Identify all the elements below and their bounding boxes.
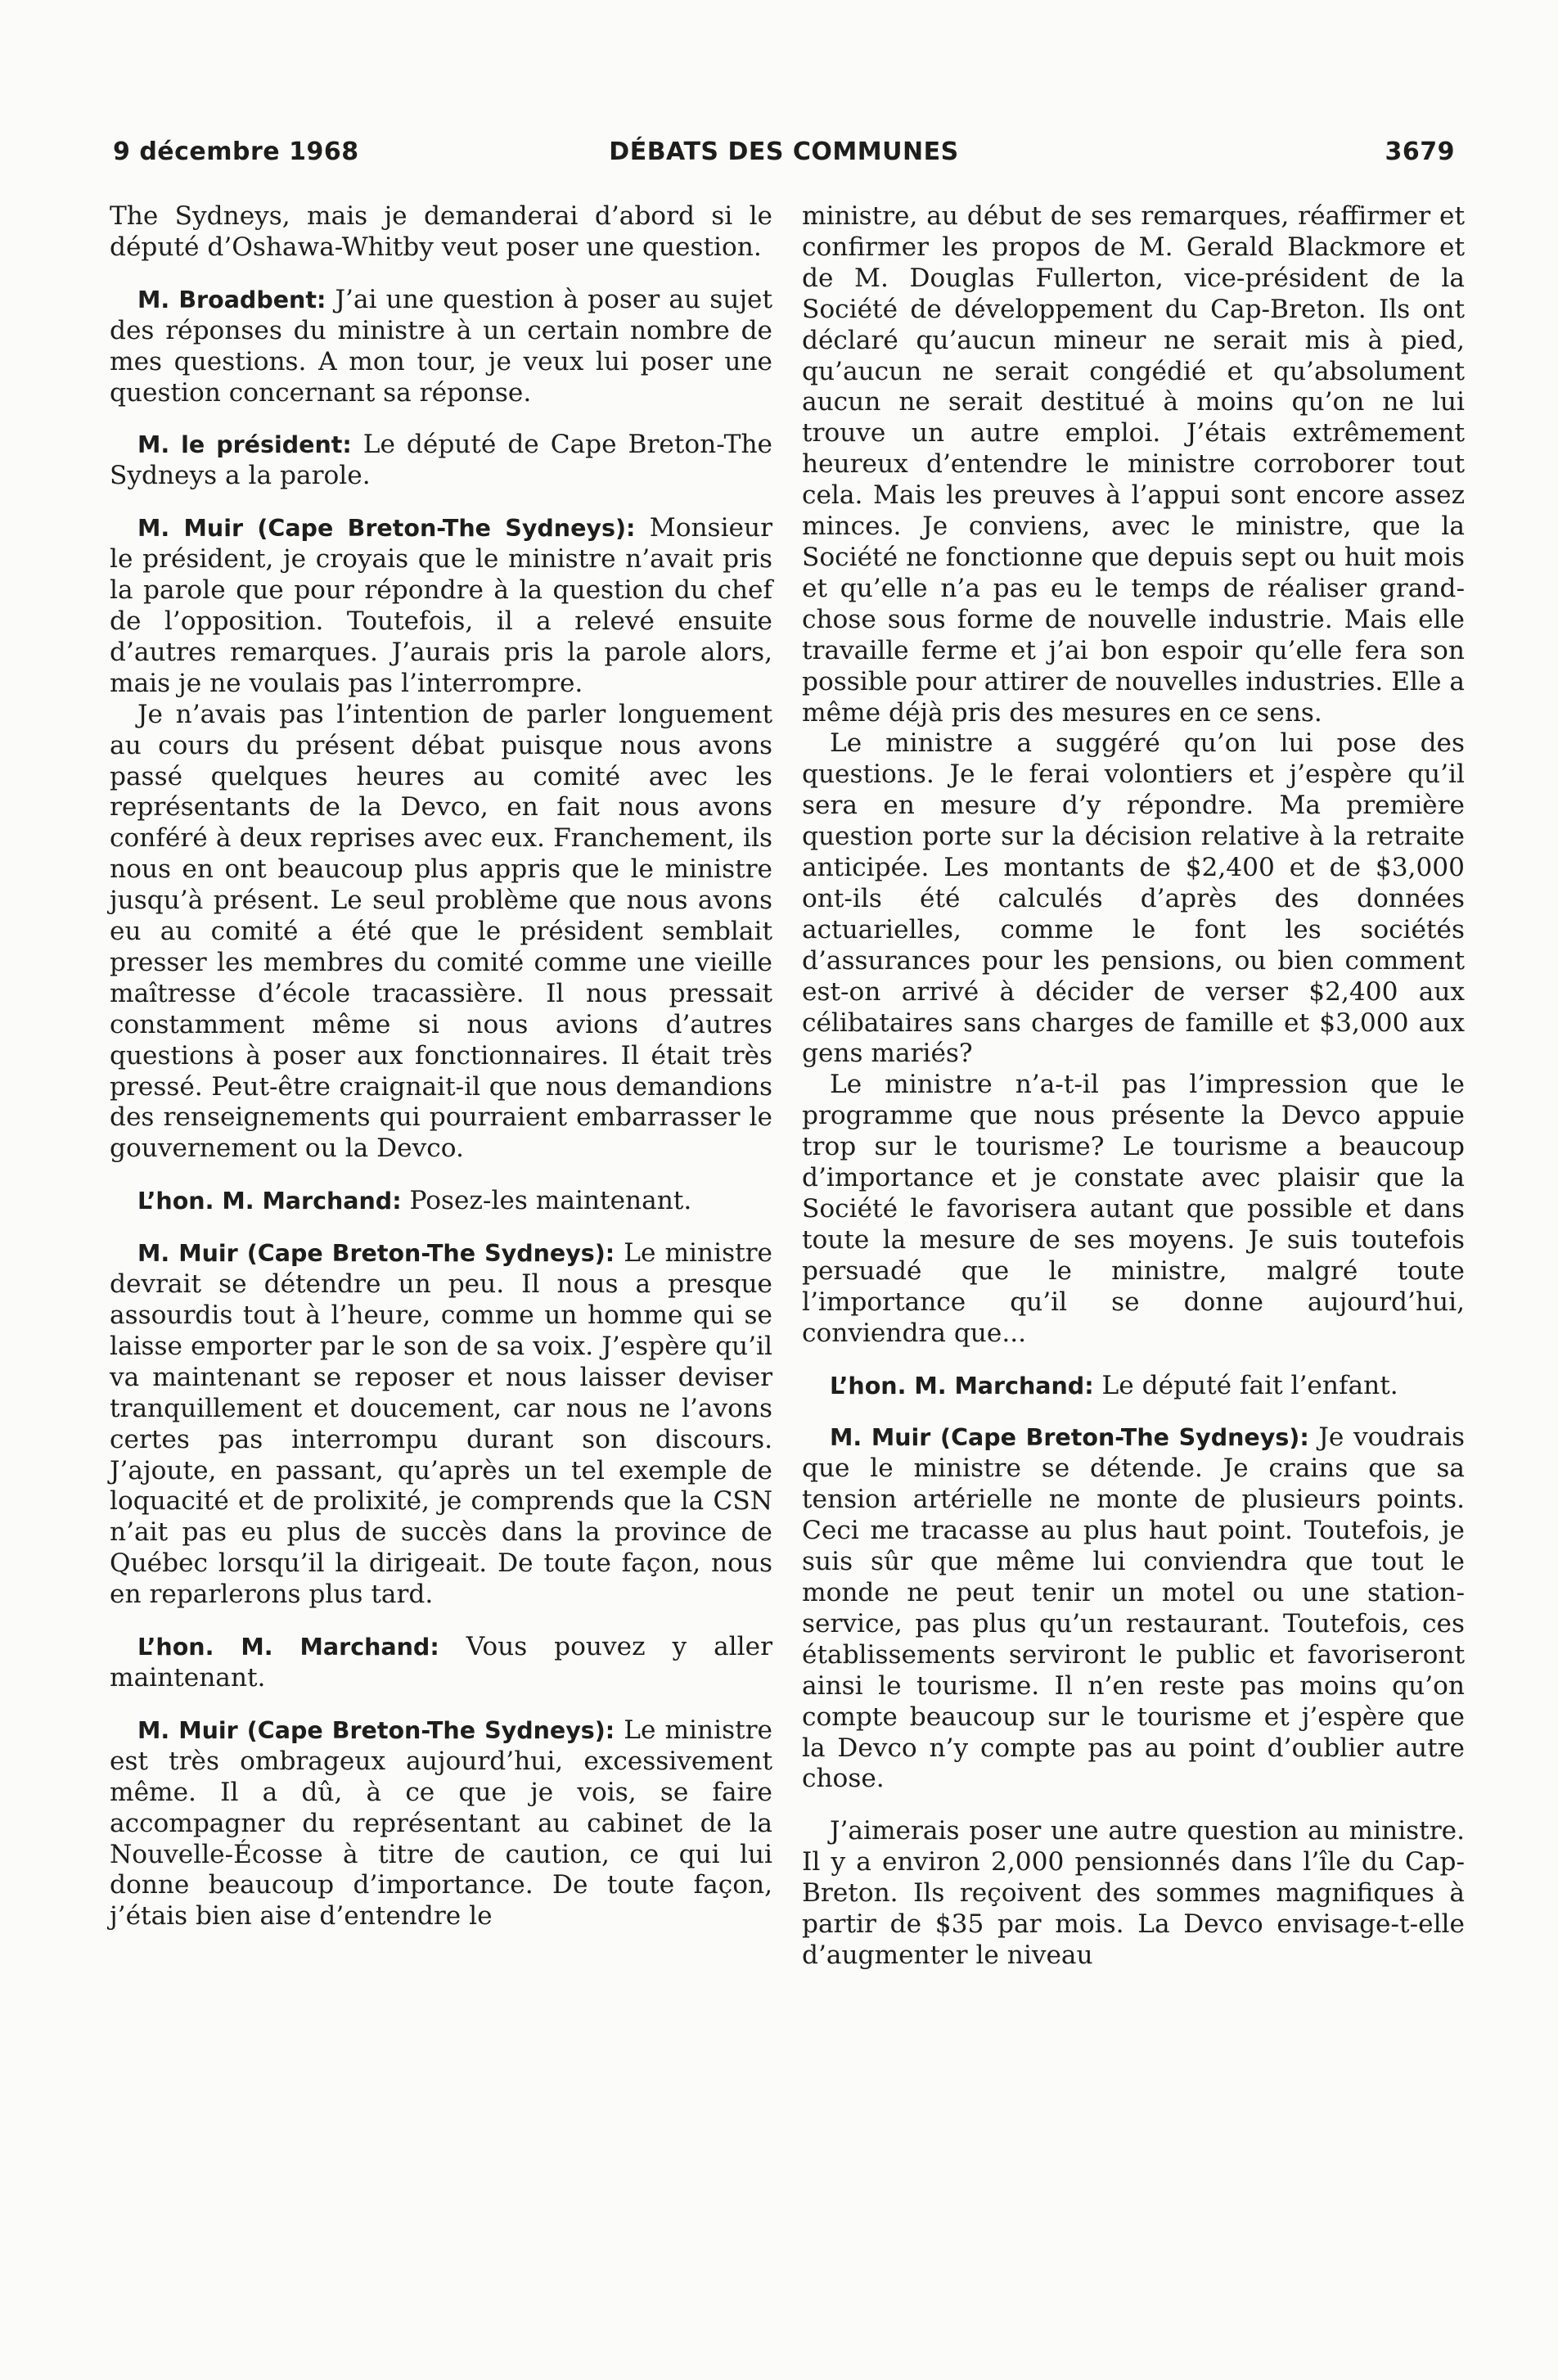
paragraph-text: The Sydneys, mais je demanderai d’abord si le député d’Oshawa-Whitby veut poser une question. xyxy=(110,201,772,262)
speaker-name: M. Broadbent: xyxy=(137,286,326,313)
paragraph xyxy=(802,1816,1465,1972)
speaker-name: M. Muir (Cape Breton-The Sydneys): xyxy=(830,1424,1309,1452)
header-date: 9 décembre 1968 xyxy=(113,137,359,166)
paragraph xyxy=(802,1070,1465,1349)
page-header xyxy=(113,137,1455,178)
paragraph xyxy=(802,201,1465,728)
paragraph-text: Le ministre a suggéré qu’on lui pose des questions. Je le ferai volontiers et j’espère qu’il sera en mesure d’y répondre. Ma première question porte sur la décision relative à la retraite anticipée. Les montants de $2,400 et de $3,000 ont-ils été calculés d’après des données actuarielles, comme le font les sociétés d’assurances pour les pensions, ou bien comment est-on arrivé à décider de verser $2,400 aux célibataires sans charges de famille et $3,000 aux gens mariés? xyxy=(802,728,1465,1069)
paragraph xyxy=(802,728,1465,1070)
speaker-name: M. Muir (Cape Breton-The Sydneys): xyxy=(137,515,636,543)
paragraph-text: J’ai une question à poser au sujet des réponses du ministre à un certain nombre de mes questions. A mon tour, je veux lui poser une question concernant sa réponse. xyxy=(110,284,772,408)
paragraph-text: Le ministre est très ombrageux aujourd’hui, excessivement même. Il a dû, à ce que je vois, se faire accompagner du représentant au cabinet de la Nouvelle-Écosse à titre de caution, ce qui lui donne beaucoup d’importance. De toute façon, j’étais bien aise d’entendre le xyxy=(110,1715,772,1931)
paragraph xyxy=(110,1186,772,1217)
header-title: DÉBATS DES COMMUNES xyxy=(609,137,959,166)
paragraph-text: Le ministre n’a-t-il pas l’impression que le programme que nous présente la Devco appuie trop sur le tourisme? Le tourisme a beaucoup d’importance et je constate avec plaisir que la Société le favorisera autant que possible et dans toute la mesure de ses moyens. Je suis toutefois persuadé que le ministre, malgré toute l’importance qu’il se donne aujourd’hui, conviendra que... xyxy=(802,1070,1465,1348)
paragraph-text: Posez-les maintenant. xyxy=(409,1186,692,1216)
paragraph xyxy=(110,285,772,409)
page-number: 3679 xyxy=(1385,137,1455,166)
paragraph-text: Le ministre devrait se détendre un peu. Il nous a presque assourdis tout à l’heure, comme un homme qui se laisse emporter par le son de sa voix. J’espère qu’il va maintenant se reposer et nous laisser deviser tranquillement et doucement, car nous ne l’avons certes pas interrompu durant son discours. J’ajoute, en passant, qu’après un tel exemple de loquacité et de prolixité, je comprends que la CSN n’ait pas eu plus de succès dans la province de Québec lorsqu’il la dirigeait. De toute façon, nous en reparlerons plus tard. xyxy=(110,1238,772,1610)
paragraph xyxy=(110,700,772,1165)
left-column xyxy=(110,201,772,1932)
paragraph xyxy=(110,201,772,264)
paragraph xyxy=(110,1238,772,1611)
paragraph xyxy=(110,430,772,492)
paragraph xyxy=(110,1715,772,1932)
paragraph-text: J’aimerais poser une autre question au ministre. Il y a environ 2,000 pensionnés dans l’île du Cap-Breton. Ils reçoivent des sommes magnifiques à partir de $35 par mois. La Devco envisage-t-elle d’augmenter le niveau xyxy=(802,1816,1465,1970)
speaker-name: L’hon. M. Marchand: xyxy=(830,1372,1094,1400)
paragraph-text: Le député de Cape Breton-The Sydneys a la parole. xyxy=(110,430,772,491)
paragraph-text: Vous pouvez y aller maintenant. xyxy=(110,1632,772,1693)
paragraph xyxy=(802,1371,1465,1402)
speaker-name: M. Muir (Cape Breton-The Sydneys): xyxy=(137,1716,615,1744)
paragraph-text: Je voudrais que le ministre se détende. Je crains que sa tension artérielle ne monte de plusieurs points. Ceci me tracasse au plus haut point. Toutefois, je suis sûr que même lui conviendra que tout le monde ne peut tenir un motel ou une station-service, pas plus qu’un restaurant. Toutefois, ces établissements serviront le public et favoriseront ainsi le tourisme. Il n’en reste pas moins qu’on compte beaucoup sur le tourisme et j’espère que la Devco n’y compte pas au point d’oublier autre chose. xyxy=(802,1422,1465,1794)
paragraph xyxy=(110,1632,772,1694)
right-column xyxy=(802,201,1465,1972)
paragraph xyxy=(802,1422,1465,1795)
paragraph-text: Je n’avais pas l’intention de parler longuement au cours du présent débat puisque nous avons passé quelques heures au comité avec les représentants de la Devco, en fait nous avons conféré à deux reprises avec eux. Franchement, ils nous en ont beaucoup plus appris que le ministre jusqu’à présent. Le seul problème que nous avons eu au comité a été que le président semblait presser les membres du comité comme une vieille maîtresse d’école tracassière. Il nous pressait constamment même si nous avions d’autres questions à poser aux fonctionnaires. Il était très pressé. Peut-être craignait-il que nous demandions des renseignements qui pourraient embarrasser le gouvernement ou la Devco. xyxy=(110,699,772,1164)
paragraph-text: Monsieur le président, je croyais que le ministre n’avait pris la parole que pour répondre à la question du chef de l’opposition. Toutefois, il a relevé ensuite d’autres remarques. J’aurais pris la parole alors, mais je ne voulais pas l’interrompre. xyxy=(110,513,772,698)
paragraph-text: ministre, au début de ses remarques, réaffirmer et confirmer les propos de M. Gerald Blackmore et de M. Douglas Fullerton, vice-président de la Société de développement du Cap-Breton. Ils ont déclaré qu’aucun mineur ne serait mis à pied, qu’aucun ne serait congédié et qu’absolument aucun ne serait destitué à moins qu’on ne lui trouve un autre emploi. J’étais extrêmement heureux d’entendre le ministre corroborer tout cela. Mais les preuves à l’appui sont encore assez minces. Je conviens, avec le ministre, que la Société ne fonctionne que depuis sept ou huit mois et qu’elle n’a pas eu le temps de réaliser grand-chose sous forme de nouvelle industrie. Mais elle travaille ferme et j’ai bon espoir qu’elle fera son possible pour attirer de nouvelles industries. Elle a même déjà pris des mesures en ce sens. xyxy=(802,201,1465,728)
paragraph-text: Le député fait l’enfant. xyxy=(1101,1370,1398,1400)
paragraph xyxy=(110,513,772,699)
speaker-name: M. Muir (Cape Breton-The Sydneys): xyxy=(137,1240,615,1268)
speaker-name: M. le président: xyxy=(137,431,352,459)
speaker-name: L’hon. M. Marchand: xyxy=(137,1634,439,1661)
speaker-name: L’hon. M. Marchand: xyxy=(137,1188,402,1215)
